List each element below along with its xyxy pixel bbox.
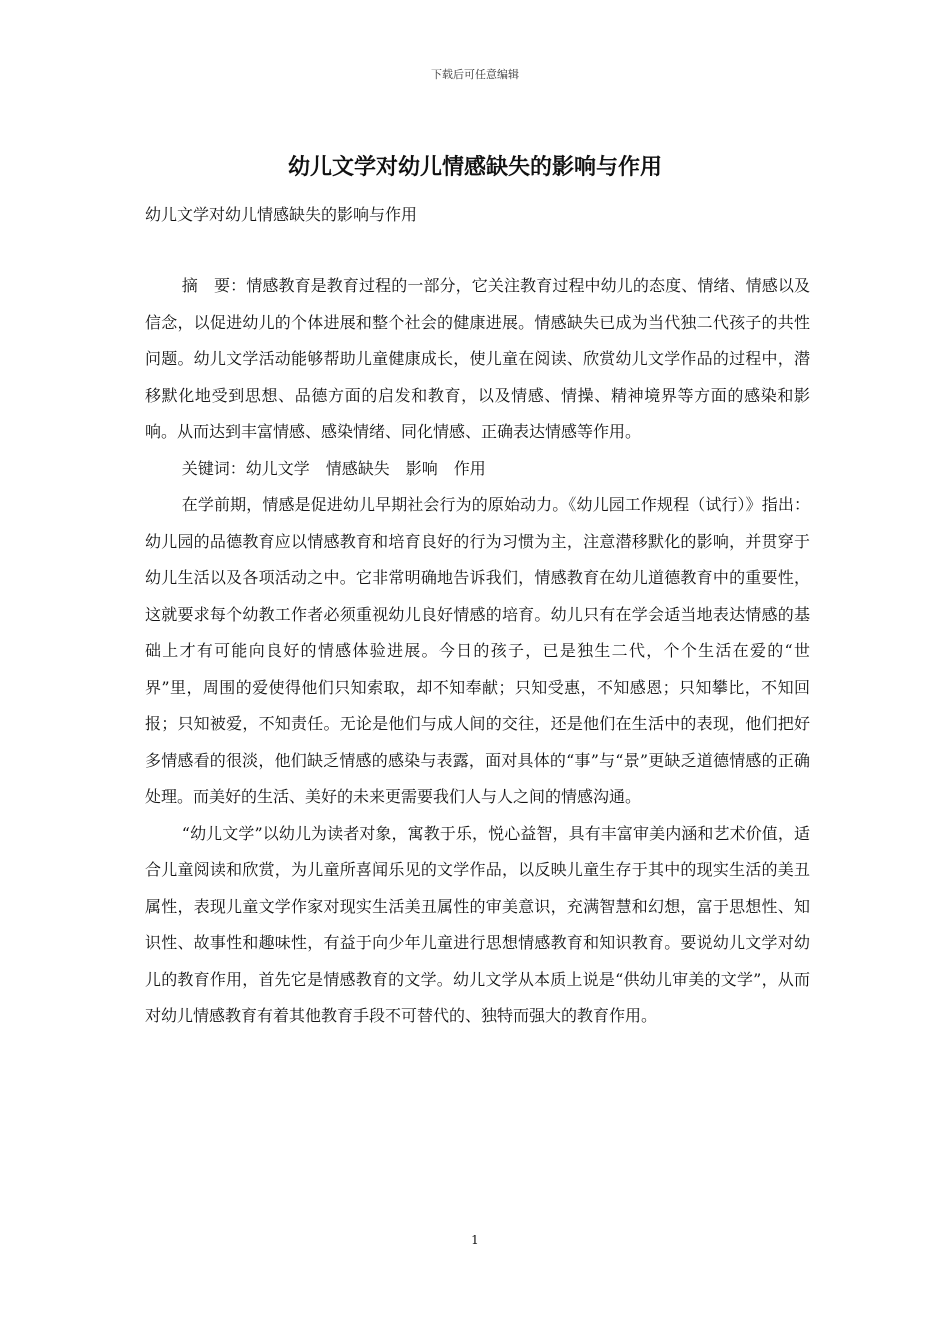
page-number: 1 xyxy=(471,1233,479,1247)
abstract-paragraph: 摘 要：情感教育是教育过程的一部分，它关注教育过程中幼儿的态度、情绪、情感以及信念，以促进幼儿的个体进展和整个社会的健康进展。情感缺失已成为当代独二代孩子的共性问题。幼儿文学活动能够帮助儿童健康成长，使儿童在阅读、欣赏幼儿文学作品的过程中，潜移默化地受到思想、品德方面的启发和教育，以及情感、情操、精神境界等方面的感染和影响。从而达到丰富情感、感染情绪、同化情感、正确表达情感等作用。 xyxy=(145,276,810,441)
page-header: 下载后可任意编辑 xyxy=(431,68,519,81)
document-body xyxy=(145,268,810,1035)
keywords-paragraph: 关键词：幼儿文学 情感缺失 影响 作用 xyxy=(181,458,486,478)
body-paragraph: 在学前期，情感是促进幼儿早期社会行为的原始动力。《幼儿园工作规程（试行）》指出：幼儿园的品德教育应以情感教育和培育良好的行为习惯为主，注意潜移默化的影响，并贯穿于幼儿生活以及各项活动之中。它非常明确地告诉我们，情感教育在幼儿道德教育中的重要性，这就要求每个幼教工作者必须重视幼儿良好情感的培育。幼儿只有在学会适当地表达情感的基础上才有可能向良好的情感体验进展。今日的孩子，已是独生二代，个个生活在爱的“世界”里，周围的爱使得他们只知索取，却不知奉献；只知受惠，不知感恩；只知攀比，不知回报；只知被爱，不知责任。无论是他们与成人间的交往，还是他们在生活中的表现，他们把好多情感看的很淡，他们缺乏情感的感染与表露，面对具体的“事”与“景”更缺乏道德情感的正确处理。而美好的生活、美好的未来更需要我们人与人之间的情感沟通。 xyxy=(145,495,810,806)
document-title: 幼儿文学对幼儿情感缺失的影响与作用 xyxy=(287,155,662,180)
body-paragraph: “幼儿文学”以幼儿为读者对象，寓教于乐，悦心益智，具有丰富审美内涵和艺术价值，适合儿童阅读和欣赏，为儿童所喜闻乐见的文学作品，以反映儿童生存于其中的现实生活的美丑属性，表现儿童文学作家对现实生活美丑属性的审美意识，充满智慧和幻想，富于思想性、知识性、故事性和趣味性，有益于向少年儿童进行思想情感教育和知识教育。要说幼儿文学对幼儿的教育作用，首先它是情感教育的文学。幼儿文学从本质上说是“供幼儿审美的文学”，从而对幼儿情感教育有着其他教育手段不可替代的、独特而强大的教育作用。 xyxy=(145,823,810,1025)
document-subtitle: 幼儿文学对幼儿情感缺失的影响与作用 xyxy=(145,205,418,224)
